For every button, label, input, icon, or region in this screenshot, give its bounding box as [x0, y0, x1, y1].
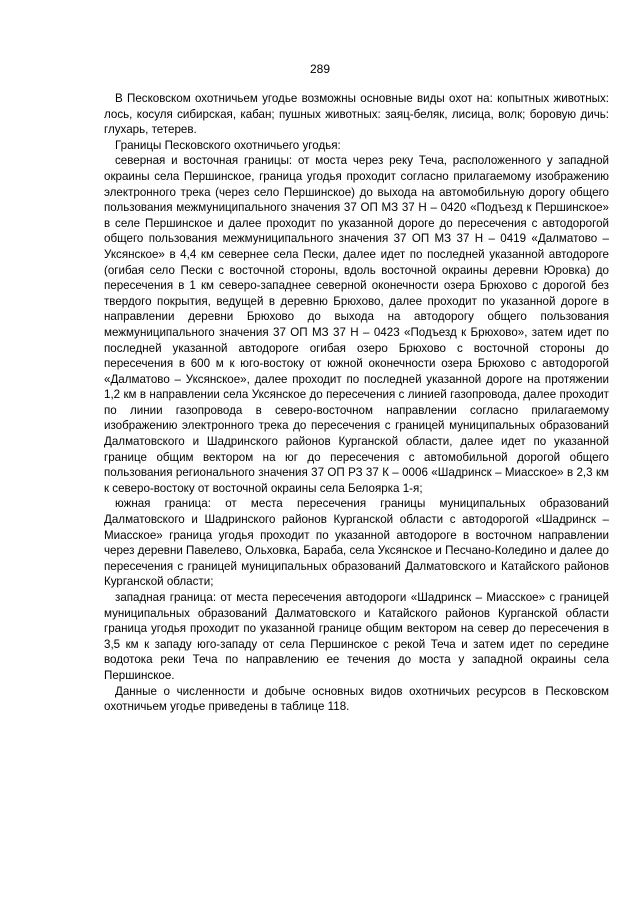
body-text	[104, 91, 609, 715]
paragraph-hunting-types: В Песковском охотничьем угодье возможны основные виды охот на: копытных животных: лось, косуля сибирская, кабан; пушных животных: заяц-беляк, лисица, волк; боровую дичь: глухарь, тетерев.	[104, 92, 609, 137]
paragraph-table-reference: Данные о численности и добыче основных видов охотничьих ресурсов в Песковском охотничьем угодье приведены в таблице 118.	[104, 684, 609, 714]
paragraph-north-east-boundary: северная и восточная границы: от моста через реку Теча, расположенного у западной окраины села Першинское, граница угодья проходит согласно прилагаемому изображению электронного трека (через село Першинское) до выхода на автомобильную дорогу общего пользования межмуниципального значения 37 ОП МЗ 37 Н – 0420 «Подъезд к Першинское» в селе Першинское и далее проходит по указанной дороге до пересечения с автодорогой общего пользования межмуниципального значения 37 ОП МЗ 37 Н – 0419 «Далматово – Уксянское» в 4,4 км севернее села Пески, далее идет по последней указанной автодороге (огибая село Пески с восточной стороны, вдоль восточной окраины деревни Юровка) до пересечения в 1 км северо-западнее северной оконечности озера Брюхово с дорогой без твердого покрытия, ведущей в деревню Брюхово, далее проходит по указанной дороге в направлении деревни Брюхово до выхода на автодорогу общего пользования межмуниципального значения 37 ОП МЗ 37 Н – 0423 «Подъезд к Брюхово», затем идет по последней указанной автодороге огибая озеро Брюхово с восточной стороны до пересечения в 600 м к юго-востоку от южной оконечности озера Брюхово с автодорогой «Далматово – Уксянское», далее проходит по последней указанной дороге на протяжении 1,2 км в направлении села Уксянское до пересечения с линией газопровода, далее проходит по линии газопровода в северо-восточном направлении согласно прилагаемому изображению электронного трека до пересечения с границей муниципальных образований Далматовского и Шадринского районов Курганской области, далее идет по указанной границе общим вектором на юг до пересечения с автомобильной дорогой общего пользования регионального значения 37 ОП РЗ 37 К – 0006 «Шадринск – Миасское» в 2,3 км к северо-востоку от восточной окраины села Белоярка 1-я;	[104, 154, 609, 495]
paragraph-south-boundary: южная граница: от места пересечения границы муниципальных образований Далматовского и Шадринского районов Курганской области с автодорогой «Шадринск – Миасское» граница угодья проходит по указанной автодороге в восточном направлении через деревни Павелево, Ольховка, Бараба, села Уксянское и Песчано-Коледино и далее до пересечения с границей муниципальных образований Далматовского и Катайского районов Курганской области;	[104, 497, 609, 589]
page-number: 289	[309, 62, 331, 76]
paragraph-west-boundary: западная граница: от места пересечения автодороги «Шадринск – Миасское» с границей муниципальных образований Далматовского и Катайского районов Курганской области граница угодья проходит по указанной границе общим вектором на север до пересечения в 3,5 км к западу юго-западу от села Першинское с рекой Теча и затем идет по середине водотока реки Теча по направлению ее течения до моста у западной окраины села Першинское.	[104, 591, 609, 682]
paragraph-boundaries-heading: Границы Песковского охотничьего угодья:	[115, 138, 341, 152]
